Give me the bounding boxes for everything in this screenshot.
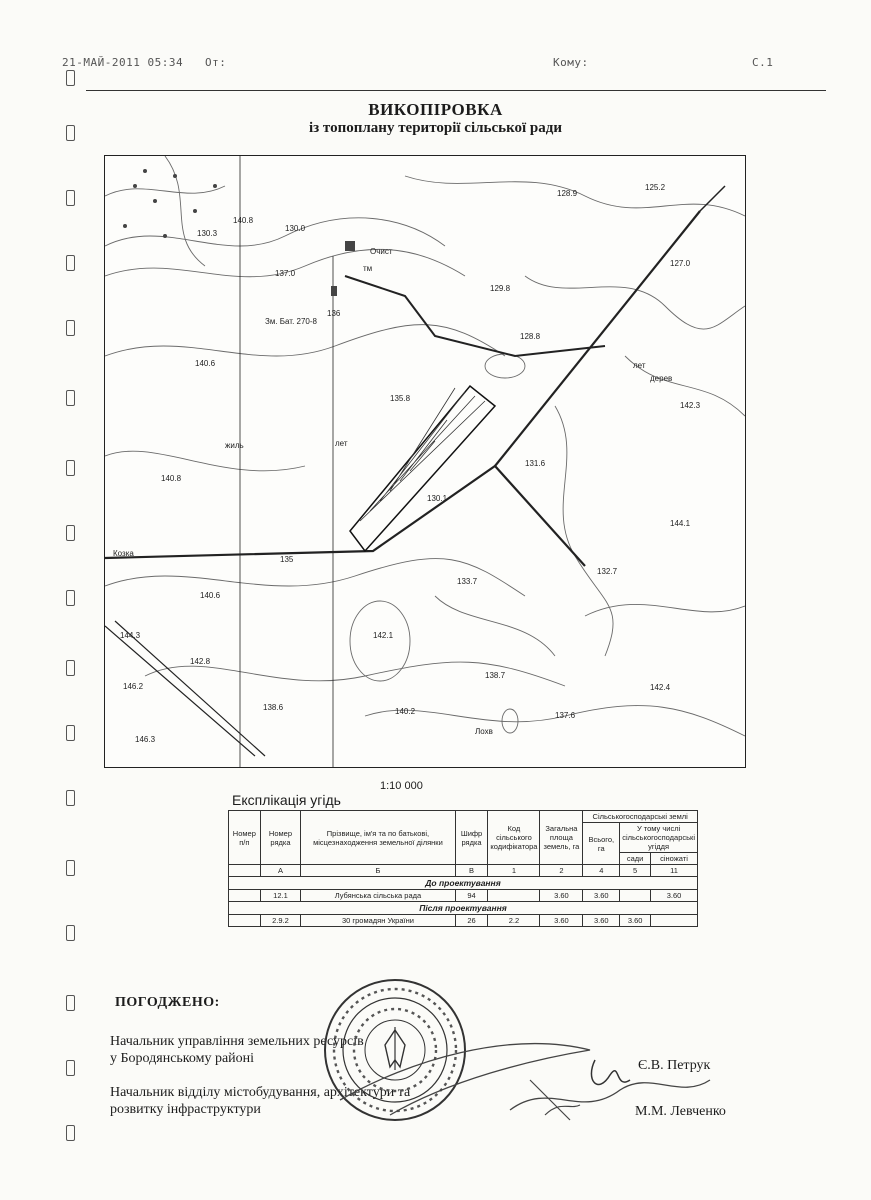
cell-gardens: [620, 890, 651, 902]
map-label: 142.8: [190, 657, 211, 666]
fax-from: От:: [205, 56, 227, 69]
letter-cell: А: [260, 865, 301, 877]
cell-village: [488, 890, 540, 902]
letter-cell: Б: [301, 865, 455, 877]
signatory2-name: М.М. Левченко: [635, 1104, 726, 1119]
th-total-area: Загальна площа земель, га: [540, 811, 583, 865]
map-drawing: [105, 156, 745, 767]
table-row: [229, 890, 698, 902]
map-label: 128.8: [520, 332, 541, 341]
position2-line2: розвитку інфраструктури: [110, 1102, 261, 1117]
letter-row: [229, 865, 698, 877]
position2-line1: Начальник відділу містобудування, архітектури та: [110, 1085, 411, 1100]
cell-area-no: 2.9.2: [260, 915, 301, 927]
section-after: Після проектування: [229, 902, 698, 915]
th-code: Шифр рядка: [455, 811, 488, 865]
map-label: 140.6: [195, 359, 216, 368]
map-label: 130.1: [427, 494, 448, 503]
map-label: 130.3: [197, 229, 218, 238]
position1-line2: у Бородянському районі: [110, 1051, 255, 1066]
fax-to: Кому:: [553, 56, 589, 69]
th-no: Номер п/п: [229, 811, 261, 865]
map-label: 142.3: [680, 401, 701, 410]
map-label: 129.8: [490, 284, 511, 293]
letter-cell: 4: [583, 865, 620, 877]
explication-title: Експлікація угідь: [232, 792, 341, 808]
cell-code: 26: [455, 915, 488, 927]
map-label: 146.3: [135, 735, 156, 744]
explication-table: [228, 810, 698, 927]
document-title: ВИКОПІРОВКА: [368, 100, 503, 119]
map-label: 131.6: [525, 459, 546, 468]
th-gardens: сади: [620, 853, 651, 865]
map-label: 135.8: [390, 394, 411, 403]
section-before: До проектування: [229, 877, 698, 890]
th-village-code: Код сільського кодифікатора: [488, 811, 540, 865]
letter-cell: [229, 865, 261, 877]
map-label: 142.4: [650, 683, 671, 692]
cell-name: Лубянська сільська рада: [301, 890, 455, 902]
cell-agri-total: 3.60: [583, 890, 620, 902]
cell-pastures: 3.60: [651, 890, 698, 902]
map-label: Зм. Бат. 270-8: [265, 317, 317, 326]
map-label: 144.3: [120, 631, 141, 640]
map-label: 140.2: [395, 707, 416, 716]
cell-total: 3.60: [540, 915, 583, 927]
header-rule: [86, 90, 826, 91]
th-agri-incl: У тому числі сільськогосподарські угіддя: [620, 823, 698, 853]
map-label: 140.8: [161, 474, 182, 483]
th-agri: Сільськогосподарські землі: [583, 811, 698, 823]
fax-datetime: 21-МАЙ-2011 05:34: [62, 56, 184, 69]
map-label: 135: [280, 555, 294, 564]
position1-line1: Начальник управління земельних ресурсів: [110, 1034, 364, 1049]
map-label: 144.1: [670, 519, 691, 528]
map-label: 127.0: [670, 259, 691, 268]
map-label: лет: [335, 439, 348, 448]
th-pastures: сіножаті: [651, 853, 698, 865]
cell-name: 30 громадян України: [301, 915, 455, 927]
map-label: 140.8: [233, 216, 254, 225]
cell-area-no: 12.1: [260, 890, 301, 902]
map-label: 136: [327, 309, 341, 318]
cell-code: 94: [455, 890, 488, 902]
table-row: [229, 915, 698, 927]
letter-cell: 2: [540, 865, 583, 877]
binding-holes: [60, 70, 82, 1170]
project-parcel: [350, 386, 495, 551]
cell-pastures: [651, 915, 698, 927]
map-label: 130.0: [285, 224, 306, 233]
map-label: 140.6: [200, 591, 221, 600]
cell-no: [229, 915, 261, 927]
map-label: Очист: [370, 247, 393, 256]
th-name: Прізвище, ім'я та по батькові, місцезнаходження земельної ділянки: [301, 811, 455, 865]
handwritten-signatures: [330, 1020, 760, 1130]
map-label: 132.7: [597, 567, 618, 576]
map-label: 137.6: [555, 711, 576, 720]
fax-page: С.1: [752, 56, 774, 69]
letter-cell: 11: [651, 865, 698, 877]
th-agri-total: Всього, га: [583, 823, 620, 865]
letter-cell: 1: [488, 865, 540, 877]
contour-lines: [105, 156, 745, 736]
map-label: 128.9: [557, 189, 578, 198]
map-label: дерев: [650, 374, 673, 383]
map-label: 137.0: [275, 269, 296, 278]
cell-agri-total: 3.60: [583, 915, 620, 927]
map-label: 138.7: [485, 671, 506, 680]
map-label: 142.1: [373, 631, 394, 640]
map-label: лет: [633, 361, 646, 370]
agreed-heading: ПОГОДЖЕНО:: [115, 995, 220, 1010]
map-dots: [123, 169, 355, 296]
map-label: тм: [363, 264, 373, 273]
map-label: 146.2: [123, 682, 144, 691]
letter-cell: В: [455, 865, 488, 877]
topo-map: [104, 155, 746, 768]
letter-cell: 5: [620, 865, 651, 877]
cell-gardens: 3.60: [620, 915, 651, 927]
map-label: 125.2: [645, 183, 666, 192]
th-area-no: Номер рядка: [260, 811, 301, 865]
map-label: 138.6: [263, 703, 284, 712]
cell-village: 2.2: [488, 915, 540, 927]
map-label: Лохв: [475, 727, 493, 736]
map-label: Козка: [113, 549, 134, 558]
map-scale: 1:10 000: [380, 780, 423, 792]
map-label: жиль: [225, 441, 244, 450]
map-label: 133.7: [457, 577, 478, 586]
signatory1-name: Є.В. Петрук: [638, 1058, 711, 1073]
document-subtitle: із топоплану території сільської ради: [308, 120, 562, 136]
cell-no: [229, 890, 261, 902]
cell-total: 3.60: [540, 890, 583, 902]
